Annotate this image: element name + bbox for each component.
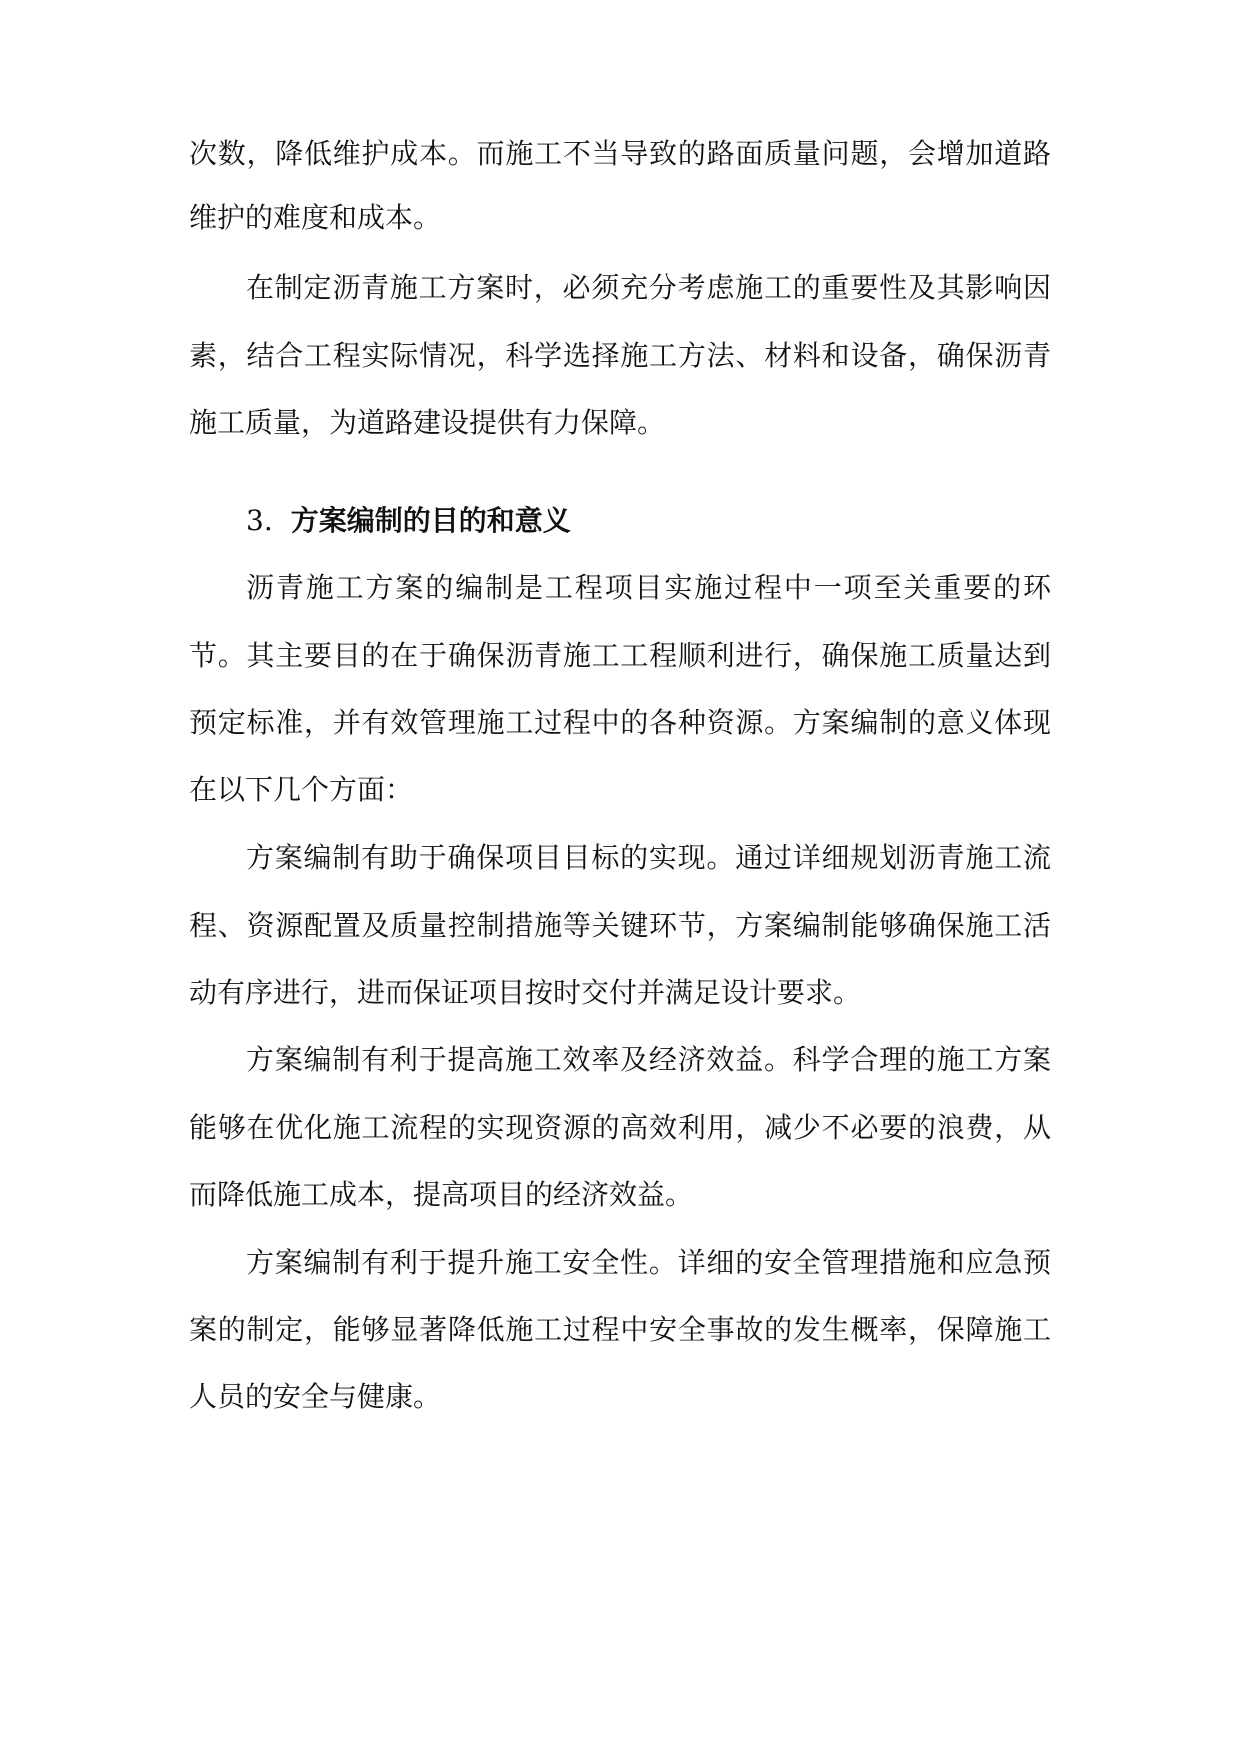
- text-line: 方案编制有利于提高施工效率及经济效益。科学合理的施工方案: [246, 1043, 1051, 1076]
- text-line: 程、资源配置及质量控制措施等关键环节，方案编制能够确保施工活: [189, 909, 1051, 942]
- text-line: 在以下几个方面：: [189, 773, 414, 806]
- text-line: 在制定沥青施工方案时，必须充分考虑施工的重要性及其影响因: [246, 271, 1051, 304]
- text-line: 施工质量，为道路建设提供有力保障。: [189, 406, 666, 439]
- text-line: 能够在优化施工流程的实现资源的高效利用，减少不必要的浪费，从: [189, 1111, 1051, 1144]
- text-line: 动有序进行，进而保证项目按时交付并满足设计要求。: [189, 976, 862, 1009]
- text-line: 而降低施工成本，提高项目的经济效益。: [189, 1178, 694, 1211]
- text-line: 维护的难度和成本。: [189, 201, 442, 234]
- text-line: 沥青施工方案的编制是工程项目实施过程中一项至关重要的环: [246, 571, 1051, 604]
- section-title: 方案编制的目的和意义: [290, 504, 571, 537]
- section-number: 3.: [246, 504, 273, 537]
- text-line: 人员的安全与健康。: [189, 1380, 442, 1413]
- text-line: 节。其主要目的在于确保沥青施工工程顺利进行，确保施工质量达到: [189, 639, 1051, 672]
- text-line: 素，结合工程实际情况，科学选择施工方法、材料和设备，确保沥青: [189, 339, 1051, 372]
- text-line: 方案编制有助于确保项目目标的实现。通过详细规划沥青施工流: [246, 841, 1051, 874]
- text-line: 次数，降低维护成本。而施工不当导致的路面质量问题，会增加道路: [189, 137, 1051, 170]
- text-line: 案的制定，能够显著降低施工过程中安全事故的发生概率，保障施工: [189, 1313, 1051, 1346]
- text-line: 预定标准，并有效管理施工过程中的各种资源。方案编制的意义体现: [189, 706, 1051, 739]
- text-line: 方案编制有利于提升施工安全性。详细的安全管理措施和应急预: [246, 1246, 1051, 1279]
- section-heading: [246, 501, 1051, 541]
